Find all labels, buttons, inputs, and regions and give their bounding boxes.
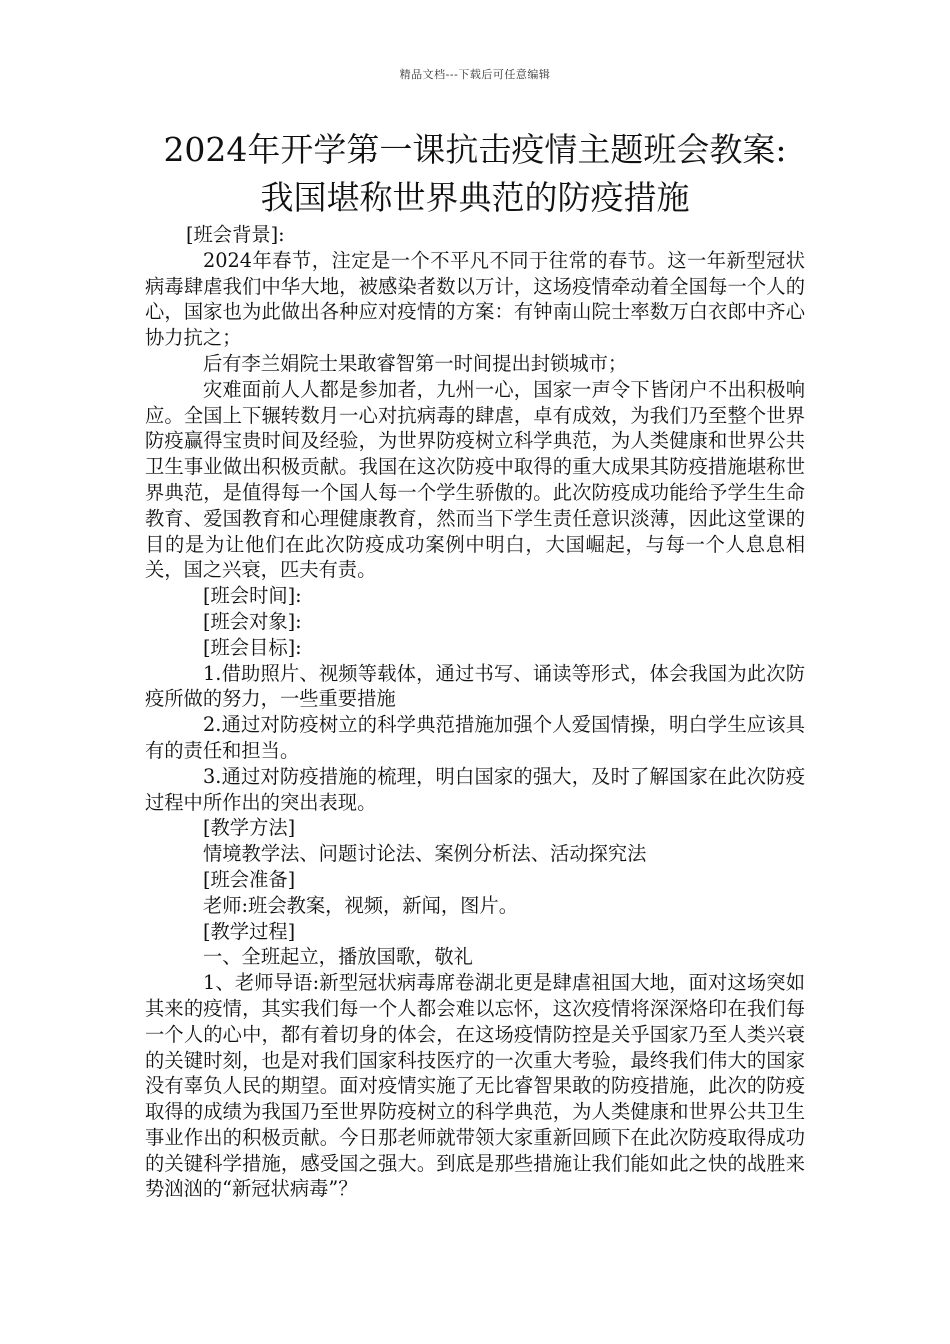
section-heading: [班会对象]: — [203, 609, 302, 633]
title-line-2: 我国堪称世界典范的防疫措施 — [260, 178, 690, 217]
title-line-1: 2024年开学第一课抗击疫情主题班会教案: — [163, 130, 787, 169]
section-heading: [教学方法] — [203, 816, 296, 840]
section-heading: [班会目标]: — [203, 635, 302, 659]
body-paragraph: 1.借助照片、视频等载体，通过书写、诵读等形式，体会我国为此次防疫所做的努力，一些重要措施 — [145, 661, 805, 711]
body-paragraph: 3.通过对防疫措施的梳理，明白国家的强大，及时了解国家在此次防疫过程中所作出的突出表现。 — [145, 764, 805, 814]
section-heading: [教学过程] — [203, 919, 296, 943]
body-paragraph: 2.通过对防疫树立的科学典范措施加强个人爱国情操，明白学生应该具有的责任和担当。 — [145, 713, 805, 762]
document-title — [110, 126, 840, 222]
section-heading: 一、全班起立，播放国歌，敬礼 — [203, 945, 473, 969]
body-paragraph: 2024年春节，注定是一个不平凡不同于往常的春节。这一年新型冠状病毒肆虐我们中华大地，被感染者数以万计，这场疫情牵动着全国每一个人的心，国家也为此做出各种应对疫情的方案：有钟南山院士率数万白衣郎中齐心协力抗之； — [145, 248, 805, 350]
body-paragraph: 1、老师导语:新型冠状病毒席卷湖北更是肆虐祖国大地，面对这场突如其来的疫情，其实我们每一个人都会难以忘怀，这次疫情将深深烙印在我们每一个人的心中，都有着切身的体会，在这场疫情防控是关乎国家乃至人类兴衰的关键时刻，也是对我们国家科技医疗的一次重大考验，最终我们伟大的国家没有辜负人民的期望。面对疫情实施了无比睿智果敢的防疫措施，此次的防疫取得的成绩为我国乃至世界防疫树立的科学典范，为人类健康和世界公共卫生事业作出的积极贡献。今日那老师就带领大家重新回顾下在此次防疫取得成功的关键科学措施，感受国之强大。到底是那些措施让我们能如此之快的战胜来势汹汹的“新冠状病毒”？ — [145, 971, 805, 1201]
section-heading: 老师:班会教案，视频，新闻，图片。 — [203, 893, 518, 917]
section-heading: [班会背景]: — [186, 223, 285, 246]
section-heading: [班会准备] — [203, 867, 296, 891]
document-body — [145, 222, 805, 1202]
section-heading: 情境教学法、问题讨论法、案例分析法、活动探究法 — [203, 842, 647, 866]
body-paragraph: 后有李兰娟院士果敢睿智第一时间提出封锁城市； — [203, 351, 628, 375]
body-paragraph: 灾难面前人人都是参加者，九州一心，国家一声令下皆闭户不出积极响应。全国上下辗转数月一心对抗病毒的肆虐，卓有成效，为我们乃至整个世界防疫赢得宝贵时间及经验，为世界防疫树立科学典范，为人类健康和世界公共卫生事业做出积极贡献。我国在这次防疫中取得的重大成果其防疫措施堪称世界典范，是值得每一个国人每一个学生骄傲的。此次防疫成功能给予学生生命教育、爱国教育和心理健康教育，然而当下学生责任意识淡薄，因此这堂课的目的是为让他们在此次防疫成功案例中明白，大国崛起，与每一个人息息相关，国之兴衰，匹夫有责。 — [145, 377, 805, 582]
page-header: 精品文档---下载后可任意编辑 — [399, 68, 551, 81]
section-heading: [班会时间]: — [203, 584, 302, 608]
